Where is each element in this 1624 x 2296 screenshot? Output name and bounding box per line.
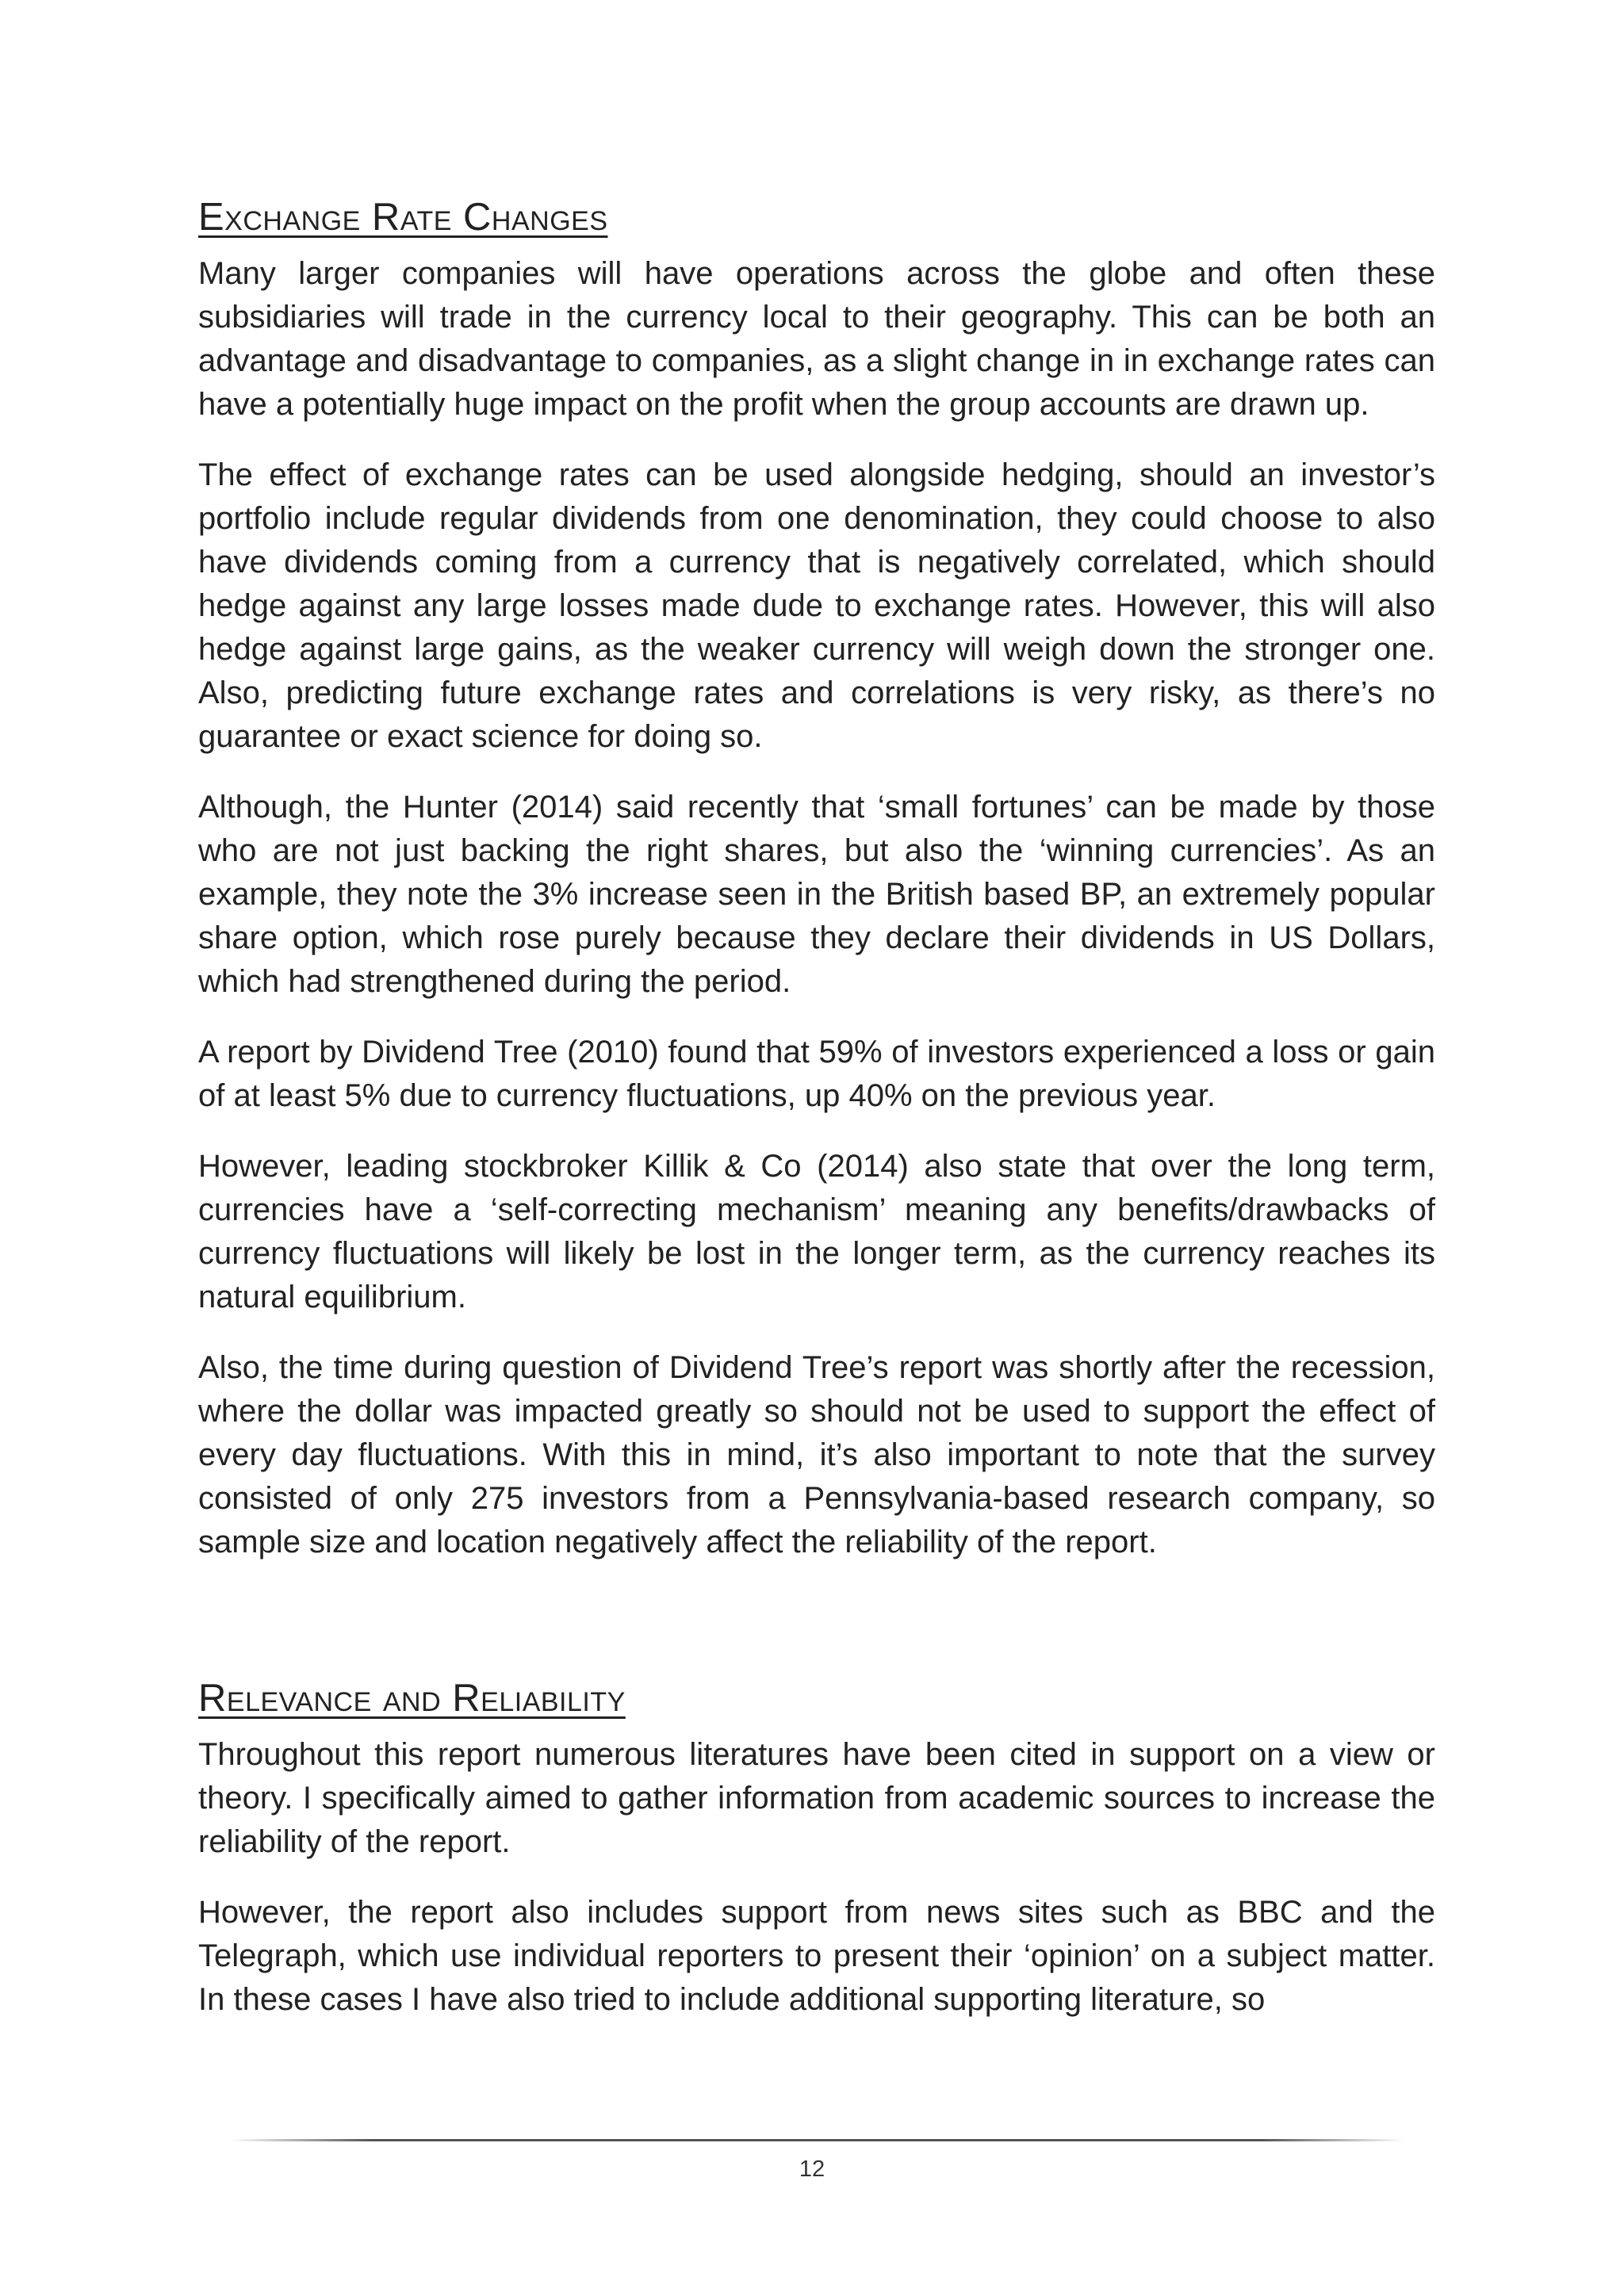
section-heading-relevance-and-reliability: Relevance and Reliability xyxy=(198,1676,626,1720)
footer-divider xyxy=(230,2139,1404,2141)
paragraph: Throughout this report numerous literatures have been cited in support on a view or theory. I specifically aimed to gather information from academic sources to increase the reliability of the report. xyxy=(198,1736,1435,1859)
paragraph: Although, the Hunter (2014) said recently that ‘small fortunes’ can be made by those who are not just backing the right shares, but also the ‘winning currencies’. As an example, they note the 3% increase seen in the British based BP, an extremely popular share option, which rose purely because they declare their dividends in US Dollars, which had strengthened during the period. xyxy=(198,789,1435,999)
paragraph: A report by Dividend Tree (2010) found that 59% of investors experienced a loss or gain of at least 5% due to currency fluctuations, up 40% on the previous year. xyxy=(198,1034,1435,1113)
paragraph: However, leading stockbroker Killik & Co (2014) also state that over the long term, currencies have a ‘self-correcting mechanism’ meaning any benefits/drawbacks of currency fluctuations will likely be lost in the longer term, as the currency reaches its natural equilibrium. xyxy=(198,1148,1435,1314)
document-page xyxy=(198,194,1435,2049)
paragraph: The effect of exchange rates can be used alongside hedging, should an investor’s portfolio include regular dividends from one denomination, they could choose to also have dividends coming from a currency that is negatively correlated, which should hedge against any large losses made dude to exchange rates. However, this will also hedge against large gains, as the weaker currency will weigh down the stronger one. Also, predicting future exchange rates and correlations is very risky, as there’s no guarantee or exact science for doing so. xyxy=(198,457,1435,754)
page-number: 12 xyxy=(799,2156,825,2182)
section-heading-exchange-rate-changes: Exchange Rate Changes xyxy=(198,196,608,239)
paragraph: Also, the time during question of Dividend Tree’s report was shortly after the recession, where the dollar was impacted greatly so should not be used to support the effect of every day fluctuations. With this in mind, it’s also important to note that the survey consisted of only 275 investors from a Pennsylvania-based research company, so sample size and location negatively affect the reliability of the report. xyxy=(198,1349,1435,1559)
paragraph: Many larger companies will have operations across the globe and often these subsidiaries will trade in the currency local to their geography. This can be both an advantage and disadvantage to companies, as a slight change in in exchange rates can have a potentially huge impact on the profit when the group accounts are drawn up. xyxy=(198,255,1435,422)
paragraph: However, the report also includes support from news sites such as BBC and the Telegraph, which use individual reporters to present their ‘opinion’ on a subject matter. In these cases I have also tried to include additional supporting literature, so xyxy=(198,1894,1435,2017)
